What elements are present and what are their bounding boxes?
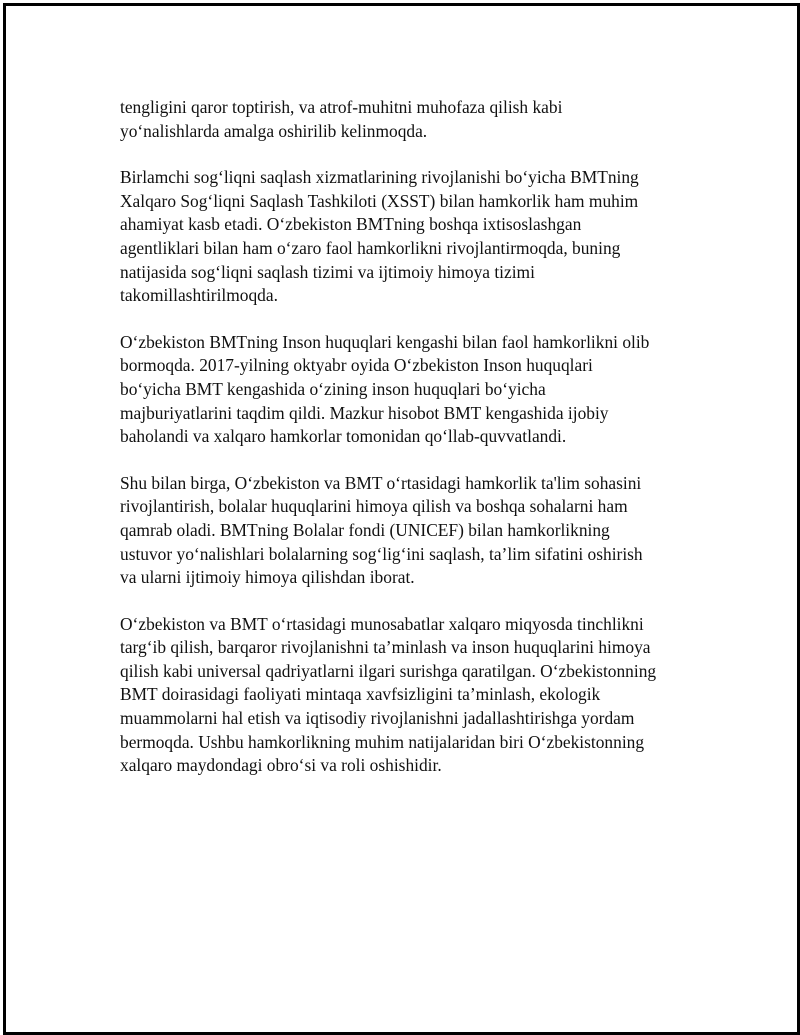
paragraph (120, 472, 700, 590)
paragraph (120, 96, 700, 143)
text-line: qamrab oladi. BMTning Bolalar fondi (UNICEF) bilan hamkorlikning (120, 519, 610, 540)
text-line: xalqaro maydondagi obro‘si va roli oshishidir. (120, 755, 442, 776)
text-line: Birlamchi sog‘liqni saqlash xizmatlarining rivojlanishi bo‘yicha BMTning (120, 167, 639, 188)
text-line: O‘zbekiston va BMT o‘rtasidagi munosabatlar xalqaro miqyosda tinchlikni (120, 613, 644, 634)
text-line: yo‘nalishlarda amalga oshirilib kelinmoqda. (120, 120, 428, 141)
text-line: va ularni ijtimoiy himoya qilishdan iborat. (120, 567, 415, 588)
text-line: BMT doirasidagi faoliyati mintaqa xavfsizligini ta’minlash, ekologik (120, 684, 601, 705)
text-line: rivojlantirish, bolalar huquqlarini himoya qilish va boshqa sohalarni ham (120, 496, 628, 517)
text-line: takomillashtirilmoqda. (120, 285, 278, 306)
paragraph (120, 331, 700, 449)
text-line: bo‘yicha BMT kengashida o‘zining inson huquqlari bo‘yicha (120, 378, 546, 399)
text-line: Shu bilan birga, O‘zbekiston va BMT o‘rtasidagi hamkorlik ta'lim sohasini (120, 472, 642, 493)
text-line: O‘zbekiston BMTning Inson huquqlari kengashi bilan faol hamkorlikni olib (120, 331, 650, 352)
text-line: qilish kabi universal qadriyatlarni ilgari surishga qaratilgan. O‘zbekistonning (120, 660, 657, 681)
text-line: muammolarni hal etish va iqtisodiy rivojlanishni jadallashtirishga yordam (120, 708, 635, 729)
paragraph (120, 613, 700, 778)
text-line: agentliklari bilan ham o‘zaro faol hamkorlikni rivojlantirmoqda, buning (120, 237, 621, 258)
text-line: Xalqaro Sog‘liqni Saqlash Tashkiloti (XSST) bilan hamkorlik ham muhim (120, 190, 639, 211)
text-line: ahamiyat kasb etadi. O‘zbekiston BMTning boshqa ixtisoslashgan (120, 214, 582, 235)
text-line: tengligini qaror toptirish, va atrof-muhitni muhofaza qilish kabi (120, 97, 563, 117)
page-border (3, 3, 800, 1035)
text-line: ustuvor yo‘nalishlari bolalarning sog‘lig‘ini saqlash, ta’lim sifatini oshirish (120, 543, 643, 564)
text-line: majburiyatlarini taqdim qildi. Mazkur hisobot BMT kengashida ijobiy (120, 402, 609, 423)
text-line: bermoqda. Ushbu hamkorlikning muhim natijalaridan biri O‘zbekistonning (120, 731, 645, 752)
text-line: targ‘ib qilish, barqaror rivojlanishni ta’minlash va inson huquqlarini himoya (120, 637, 651, 658)
document-body (120, 96, 700, 801)
text-line: bormoqda. 2017-yilning oktyabr oyida O‘zbekiston Inson huquqlari (120, 355, 593, 376)
text-line: natijasida sog‘liqni saqlash tizimi va ijtimoiy himoya tizimi (120, 261, 535, 282)
text-line: baholandi va xalqaro hamkorlar tomonidan qo‘llab-quvvatlandi. (120, 426, 567, 447)
paragraph (120, 166, 700, 308)
